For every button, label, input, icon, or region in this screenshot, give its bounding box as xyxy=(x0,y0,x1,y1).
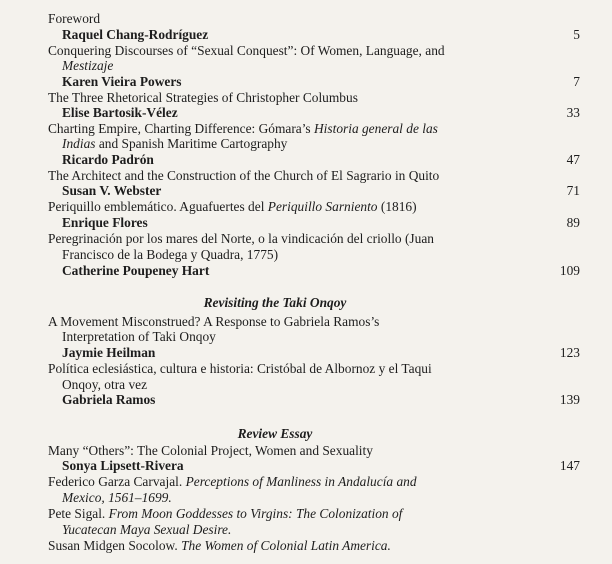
article-title-cont: Indias and Spanish Maritime Cartography xyxy=(62,136,288,151)
article-title: The Architect and the Construction of the Church of El Sagrario in Quito xyxy=(48,168,440,183)
article-title: Charting Empire, Charting Difference: Gómara’s Historia general de las xyxy=(48,121,438,136)
article-title: Política eclesiástica, cultura e historia: Cristóbal de Albornoz y el Taqui xyxy=(48,361,432,376)
reviewed-book: Pete Sigal. From Moon Goddesses to Virgins: The Colonization of xyxy=(48,506,403,521)
reviewed-book: Susan Midgen Socolow. The Women of Colonial Latin America. xyxy=(48,538,391,553)
article-title-cont: Interpretation of Taki Onqoy xyxy=(62,329,216,344)
article-author: Karen Vieira Powers xyxy=(62,74,182,89)
article-author: Enrique Flores xyxy=(62,215,148,230)
page-number: 139 xyxy=(559,392,580,407)
page-number: 47 xyxy=(566,152,580,167)
article-title-cont: Mestizaje xyxy=(62,58,114,73)
page-number: 89 xyxy=(566,215,580,230)
page-number: 7 xyxy=(573,74,580,89)
article-author: Gabriela Ramos xyxy=(62,392,156,407)
foreword-page: 5 xyxy=(573,27,580,42)
reviewed-book: Federico Garza Carvajal. Perceptions of Manliness in Andalucía and xyxy=(48,474,417,489)
section-heading: Review Essay xyxy=(237,426,313,441)
article-author: Susan V. Webster xyxy=(62,183,162,198)
article-title: Peregrinación por los mares del Norte, o la vindicación del criollo (Juan xyxy=(48,231,434,246)
foreword-author: Raquel Chang-Rodríguez xyxy=(62,27,209,42)
page-number: 147 xyxy=(559,458,580,473)
article-author-entry xyxy=(0,262,612,280)
essay-author: Sonya Lipsett-Rivera xyxy=(62,458,184,473)
foreword-label: Foreword xyxy=(48,11,101,26)
article-title: Periquillo emblemático. Aguafuertes del Periquillo Sarniento (1816) xyxy=(48,199,417,214)
page-number: 33 xyxy=(566,105,580,120)
essay-title: Many “Others”: The Colonial Project, Women and Sexuality xyxy=(48,443,373,458)
article-author: Elise Bartosik-Vélez xyxy=(62,105,178,120)
article-title: Conquering Discourses of “Sexual Conquest”: Of Women, Language, and xyxy=(48,43,445,58)
page-number: 123 xyxy=(559,345,580,360)
section-heading: Revisiting the Taki Onqoy xyxy=(203,295,347,310)
article-author: Catherine Poupeney Hart xyxy=(62,263,210,278)
article-author: Ricardo Padrón xyxy=(62,152,154,167)
article-author-entry xyxy=(0,391,612,409)
article-title: A Movement Misconstrued? A Response to Gabriela Ramos’s xyxy=(48,314,380,329)
article-title: The Three Rhetorical Strategies of Christopher Columbus xyxy=(48,90,358,105)
article-title-cont: Francisco de la Bodega y Quadra, 1775) xyxy=(62,247,279,262)
page-number: 71 xyxy=(566,183,580,198)
article-author: Jaymie Heilman xyxy=(62,345,156,360)
reviewed-book-cont: Mexico, 1561–1699. xyxy=(62,490,172,505)
reviewed-book-cont: Yucatecan Maya Sexual Desire. xyxy=(62,522,232,537)
article-title-cont: Onqoy, otra vez xyxy=(62,377,148,392)
page-number: 109 xyxy=(559,263,580,278)
